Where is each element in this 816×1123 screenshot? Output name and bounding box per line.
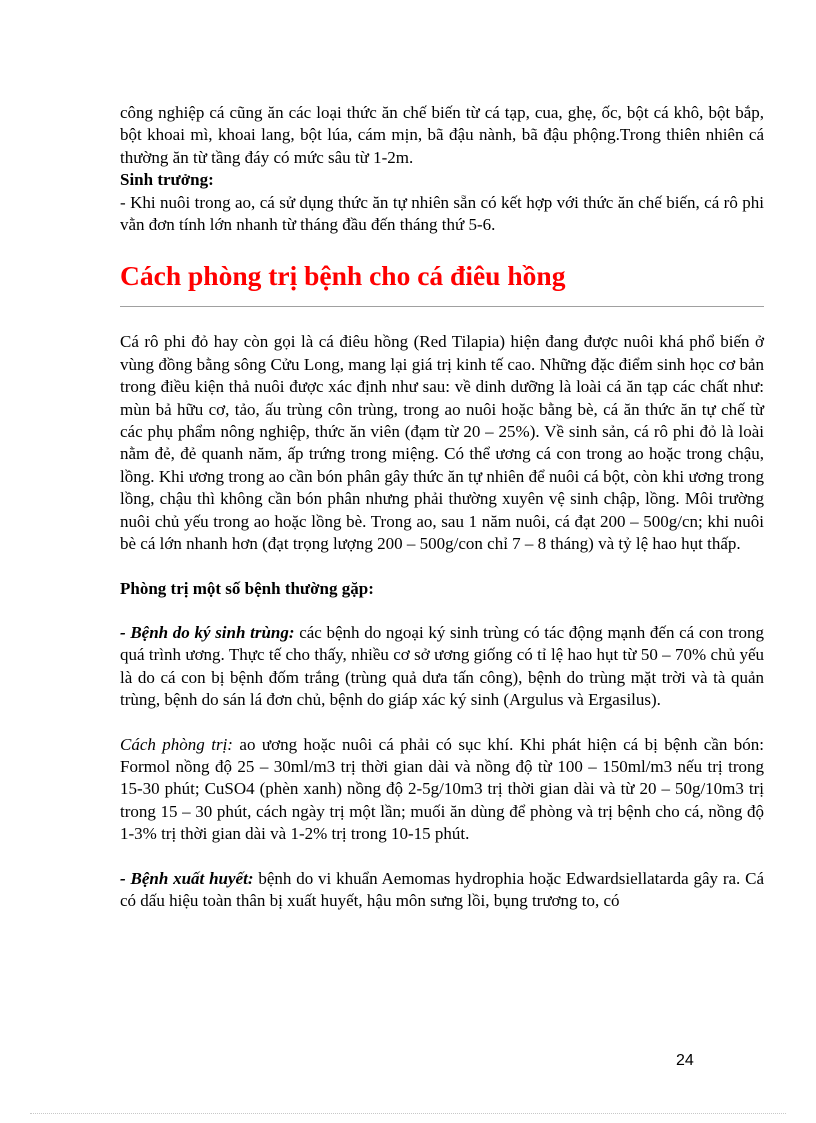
body-paragraph: Cá rô phi đỏ hay còn gọi là cá điêu hồng (Red Tilapia) hiện đang được nuôi khá phổ biến ở vùng đồng bằng sông Cửu Long, mang lại giá trị kinh tế cao. Những đặc điểm sinh học cơ bản trong điều kiện thả nuôi được xác định như sau: về dinh dưỡng là loài cá ăn tạp các chất như: mùn bả hữu cơ, tảo, ấu trùng côn trùng, trong ao nuôi hoặc bằng bè, cá ăn thức ăn tự chế từ các phụ phẩm nông nghiệp, thức ăn viên (đạm từ 20 – 25%). Về sinh sản, cá rô phi đỏ là loài nằm đẻ, đẻ quanh năm, ấp trứng trong miệng. Có thể ương cá con trong ao hoặc trong chậu, lồng. Khi ương trong ao cần bón phân gây thức ăn tự nhiên để nuôi cá bột, còn khi ương trong lồng, chậu thì không cần bón phân nhưng phải thường xuyên vệ sinh chập, lồng. Môi trường nuôi chủ yếu trong ao hoặc lồng bè. Trong ao, sau 1 năm nuôi, cá đạt 200 – 500g/cn; khi nuôi bè cá lớn nhanh hơn (đạt trọng lượng 200 – 500g/con chỉ 7 – 8 tháng) và tỷ lệ hao hụt thấp. — [120, 332, 764, 554]
growth-paragraph: - Khi nuôi trong ao, cá sử dụng thức ăn tự nhiên sẵn có kết hợp với thức ăn chế biến, cá rô phi vằn đơn tính lớn nhanh từ tháng đầu đến tháng thứ 5-6. — [120, 192, 764, 235]
treatment-paragraph — [120, 734, 764, 846]
title-divider — [120, 306, 764, 307]
page-number: 24 — [676, 1052, 694, 1069]
hemorrhage-disease-paragraph — [120, 868, 764, 913]
parasite-disease-text: các bệnh do ngoại ký sinh trùng có tác động mạnh đến cá con trong quá trình ương. Thực tế cho thấy, nhiều cơ sở ương giống có tỉ lệ hao hụt từ 50 – 70% chủ yếu là do cá con bị bệnh đốm trắng (trùng quả dưa tấn công), bệnh do trùng mặt trời và tà quản trùng, bệnh do sán lá đơn chủ, bệnh do giáp xác ký sinh (Argulus và Ergasilus). — [120, 622, 764, 710]
treatment-text: ao ương hoặc nuôi cá phải có sục khí. Khi phát hiện cá bị bệnh cần bón: Formol nồng độ 25 – 30ml/m3 trị thời gian dài và nồng độ từ 100 – 150ml/m3 nếu trị trong 15-30 phút; CuSO4 (phèn xanh) nồng độ 2-5g/10m3 trị thời gian dài và từ 20 – 50g/10m3 trị trong 15 – 30 phút, cách ngày trị một lần; muối ăn dùng để phòng và trị bệnh cho cá, nồng độ 1-3% trị thời gian dài và 1-2% trị trong 10-15 phút. — [120, 734, 765, 844]
section-title: Cách phòng trị bệnh cho cá điêu hồng — [120, 260, 566, 292]
common-diseases-heading: Phòng trị một số bệnh thường gặp: — [120, 578, 374, 598]
page-content — [120, 102, 764, 912]
page-bottom-border — [30, 1113, 786, 1114]
hemorrhage-disease-label: - Bệnh xuất huyết: — [120, 868, 254, 888]
growth-heading: Sinh trưởng: — [120, 170, 214, 190]
hemorrhage-disease-text: bệnh do vi khuẩn Aemomas hydrophia hoặc Edwardsiellatarda gây ra. Cá có dấu hiệu toàn thân bị xuất huyết, hậu môn sưng lồi, bụng trương to, có — [120, 868, 764, 910]
intro-paragraph: công nghiệp cá cũng ăn các loại thức ăn chế biến từ cá tạp, cua, ghẹ, ốc, bột cá khô, bột bắp, bột khoai mì, khoai lang, bột lúa, cám mịn, bã đậu nành, bã đậu phộng.Trong thiên nhiên cá thường ăn từ tầng đáy có mức sâu từ 1-2m. — [120, 103, 764, 167]
treatment-label: Cách phòng trị: — [120, 734, 233, 754]
parasite-disease-paragraph — [120, 622, 764, 712]
parasite-disease-label: - Bệnh do ký sinh trùng: — [120, 622, 295, 642]
